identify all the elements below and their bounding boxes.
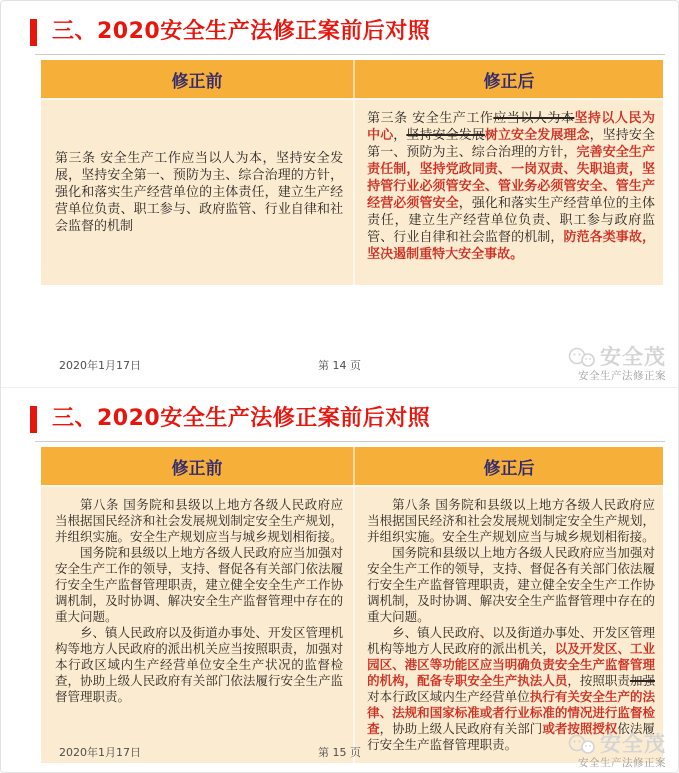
footer-page-number: 第 14 页 [318, 359, 361, 372]
column-header-after: 修正后 [483, 458, 535, 479]
law-paragraph [55, 497, 343, 545]
slide-footer [1, 337, 678, 387]
table-body-row [41, 485, 663, 763]
watermark-subtitle: 安全生产法修正案 [578, 369, 666, 382]
title-divider-line [35, 441, 665, 442]
text-run-red: 以及开发区、工业园区、港区等功能区应当明确负责安全生产监督管理的机构，配备专职安全生产执法人员 [367, 641, 655, 688]
text-run-normal: 第八条 国务院和县级以上地方各级人民政府应当根据国民经济和社会发展规划制定安全生产规划，并组织实施。安全生产规划应当与城乡规划相衔接。 [55, 497, 344, 544]
text-run-normal: 国务院和县级以上地方各级人民政府应当加强对安全生产工作的领导，支持、督促各有关部门依法履行安全生产监督管理职责，建立健全安全生产工作协调机制，及时协调、解决安全生产监督管理中存在的重大问题。 [367, 545, 655, 624]
table-header-row [41, 447, 663, 485]
slide-title-row [30, 405, 664, 433]
text-run-strike: 应当以人为本 [493, 111, 575, 126]
text-run-normal: 第三条 安全生产工作应当以人为本，坚持安全发展，坚持安全第一、预防为主、综合治理的方针，强化和落实生产经营单位的主体责任，建立生产经营单位负责、职工参与、政府监管、行业自律和社会监督的机制 [55, 151, 344, 234]
slide-title-row [30, 18, 664, 46]
title-accent-bar [30, 406, 37, 433]
text-run-normal: ，强化和落实生产经营单位的主体责任，建立生产经营单位负责、职工参与政府监管、行业自律和社会监督的机制， [367, 196, 655, 245]
text-run-normal: ，坚持安全第一、预防为主、综合治理的方针， [367, 128, 655, 160]
text-run-red: 、 [479, 625, 493, 640]
before-cell [41, 487, 355, 763]
table-body-row [41, 98, 663, 285]
column-header-before: 修正前 [41, 60, 355, 98]
text-run-normal: 第三条 安全生产工作 [367, 111, 494, 126]
text-run-normal: 对本行政区域内生产经营单位 [367, 689, 530, 704]
watermark-brand: 安全茂 [600, 345, 666, 369]
title-accent-bar [30, 19, 37, 46]
text-run-normal: 国务院和县级以上地方各级人民政府应当加强对安全生产工作的领导，支持、督促各有关部门依法履行安全生产监督管理职责，建立健全安全生产工作协调机制，及时协调、解决安全生产监督管理中存在的重大问题。 [55, 545, 344, 624]
text-run-normal: ， [393, 128, 407, 143]
comparison-table [41, 60, 663, 285]
text-run-red: 或者按照授权 [542, 721, 618, 736]
column-header-after: 修正后 [483, 71, 535, 92]
text-run-red: 完善安全生产责任制，坚持党政同责、一岗双责、失职追责，坚持管行业必须管安全、管业务必须管安全、管生产经营必须管安全 [367, 145, 655, 211]
chat-smiley-icon [568, 347, 596, 369]
text-run-strike: 加强 [629, 673, 655, 688]
before-cell [41, 100, 355, 285]
after-cell [355, 100, 663, 285]
slide-title: 三、2020安全生产法修正案前后对照 [52, 19, 431, 44]
footer-date: 2020年1月17日 [59, 359, 141, 372]
footer-date: 2020年1月17日 [59, 746, 141, 759]
title-divider-line [35, 54, 665, 55]
law-paragraph [367, 545, 655, 625]
slide-page-15 [1, 387, 678, 773]
slide-page-14 [1, 1, 678, 387]
law-paragraph [55, 150, 343, 235]
text-run-normal: 乡、镇人民政府 [392, 625, 480, 640]
comparison-table [41, 447, 663, 763]
watermark-subtitle: 安全生产法修正案 [578, 756, 666, 769]
text-run-red: 树立安全发展理念 [484, 128, 590, 143]
law-paragraph [367, 625, 655, 753]
text-run-red: 执行有关安全生产的法律、法规和国家标准或者行业标准的情况进行监督检查 [367, 689, 655, 736]
law-paragraph [55, 545, 343, 625]
footer-page-number: 第 15 页 [318, 746, 361, 759]
text-run-normal: 以及街道办事处、开发区管理机构等地方人民政府的派出机关， [367, 625, 655, 656]
after-cell [355, 487, 663, 763]
law-paragraph [367, 497, 655, 545]
table-header-row [41, 60, 663, 98]
text-run-strike: 坚持安全发展 [406, 128, 485, 143]
slide-title: 三、2020安全生产法修正案前后对照 [52, 406, 431, 431]
watermark [568, 347, 666, 382]
watermark-brand: 安全茂 [600, 732, 666, 756]
text-run-normal: 第八条 国务院和县级以上地方各级人民政府应当根据国民经济和社会发展规划制定安全生产规划，并组织实施。安全生产规划应当与城乡规划相衔接。 [367, 497, 655, 544]
law-paragraph [367, 110, 655, 263]
text-run-normal: 乡、镇人民政府以及街道办事处、开发区管理机构等地方人民政府的派出机关应当按照职责，加强对本行政区域内生产经营单位安全生产状况的监督检查，协助上级人民政府有关部门依法履行安全生产监督管理职责。 [55, 625, 344, 704]
text-run-normal: 依法履行安全生产监督管理职责。 [367, 721, 655, 752]
text-run-normal: ，协助上级人民政府有关部门 [379, 721, 543, 736]
text-run-normal: ，按照职责 [567, 673, 630, 688]
law-paragraph [55, 625, 343, 705]
text-run-red: 防范各类事故，坚决遏制重特大安全事故。 [367, 230, 655, 262]
text-run-red: 坚持以人民为中心 [367, 111, 655, 143]
column-header-before: 修正前 [41, 447, 355, 485]
